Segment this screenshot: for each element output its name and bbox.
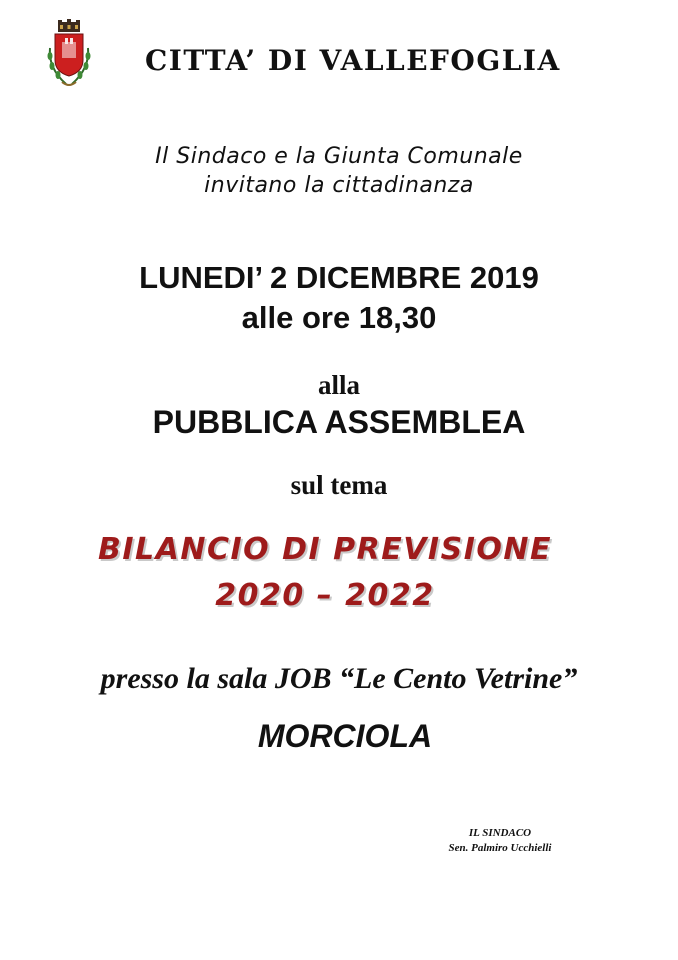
event-name: PUBBLICA ASSEMBLEA (152, 404, 526, 440)
invitation-line-1: Il Sindaco e la Giunta Comunale (155, 144, 523, 169)
topic-intro: sul tema (290, 470, 388, 500)
signature-title: IL SINDACO (468, 827, 532, 839)
event-venue: presso la sala JOB “Le Cento Vetrine” (100, 662, 578, 695)
city-title: CITTA’ DI VALLEFOGLIA (145, 44, 561, 77)
event-prefix: alla (317, 370, 360, 400)
municipal-crest-icon (44, 18, 94, 90)
topic-title: BILANCIO DI PREVISIONE (98, 532, 552, 567)
invitation-text (0, 142, 678, 200)
event-time: alle ore 18,30 (241, 300, 437, 335)
signature-block (420, 826, 580, 856)
signature-name: Sen. Palmiro Ucchielli (448, 842, 552, 854)
event-date: LUNEDI’ 2 DICEMBRE 2019 (139, 260, 539, 295)
invitation-line-2: invitano la cittadinanza (204, 173, 474, 198)
topic-years: 2020 – 2022 (215, 578, 435, 613)
event-date-block (0, 258, 678, 338)
event-place: MORCIOLA (257, 718, 433, 754)
